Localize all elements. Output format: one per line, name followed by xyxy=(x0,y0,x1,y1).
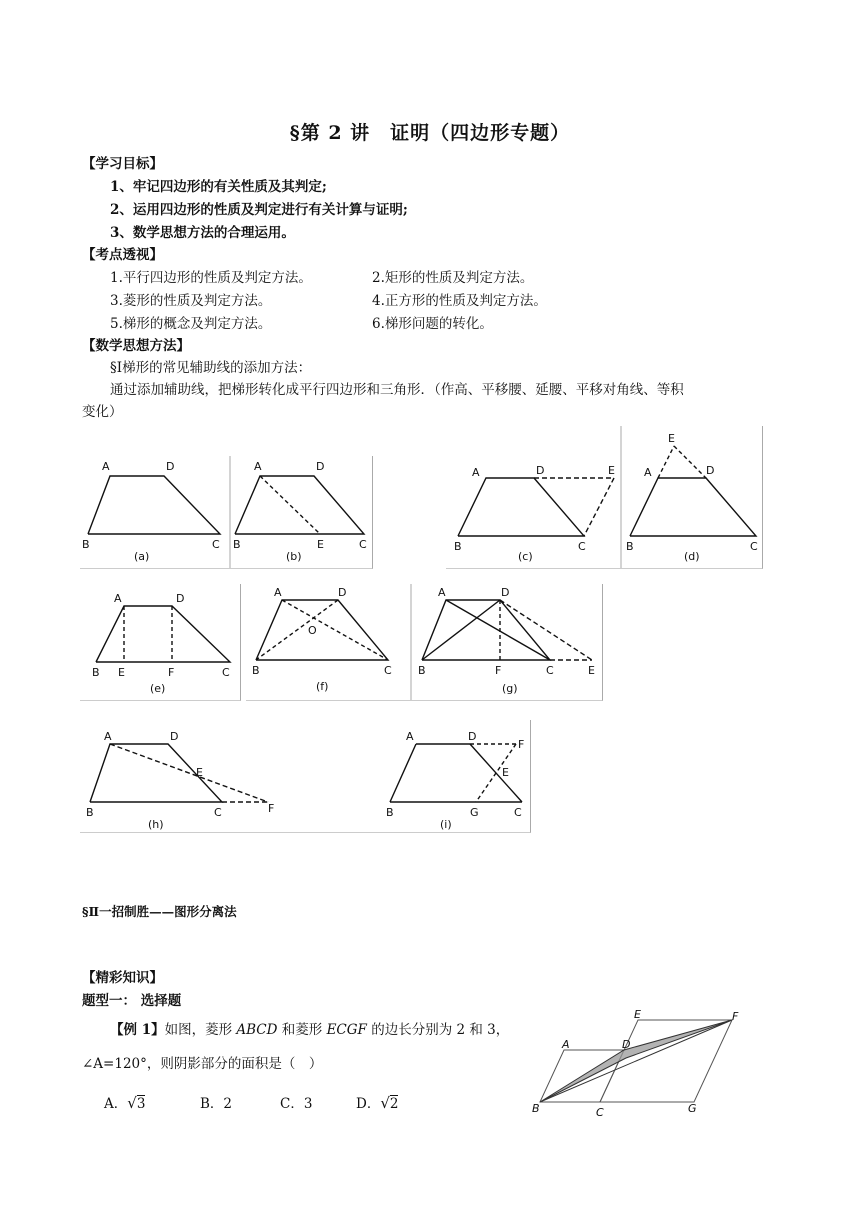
caption-g: (g) xyxy=(502,682,518,695)
fig-g-label-A: A xyxy=(438,586,446,599)
section2-title: §Ⅱ一招制胜——图形分离法 xyxy=(82,904,237,919)
fig-d-label-E: E xyxy=(668,432,675,445)
fig-c-label-D: D xyxy=(536,464,545,477)
fig-e-label-E: E xyxy=(118,666,125,679)
fig-b-label-B: B xyxy=(233,538,241,551)
rh-label-G: G xyxy=(688,1102,697,1115)
caption-c: (c) xyxy=(518,550,533,563)
methods-desc-line2: 变化） xyxy=(82,404,123,420)
knowledge-heading: 【精彩知识】 xyxy=(82,970,163,986)
caption-d: (d) xyxy=(684,550,700,563)
fig-h-label-A: A xyxy=(104,730,112,743)
rhombus-figure xyxy=(526,1008,746,1126)
point-item-5: 5.梯形的概念及判定方法。 xyxy=(110,316,272,332)
caption-i: (i) xyxy=(440,818,452,831)
fig-c-label-A: A xyxy=(472,466,480,479)
caption-b: (b) xyxy=(286,550,302,563)
fig-e-label-A: A xyxy=(114,592,122,605)
point-item-4: 4.正方形的性质及判定方法。 xyxy=(372,293,547,309)
fig-i-label-C: C xyxy=(514,806,522,819)
fig-f-label-A: A xyxy=(274,586,282,599)
fig-e-label-C: C xyxy=(222,666,230,679)
points-heading: 【考点透视】 xyxy=(82,247,163,263)
sqrt-icon: √ xyxy=(127,1094,137,1112)
rh-label-F: F xyxy=(732,1010,739,1023)
point-item-2: 2.矩形的性质及判定方法。 xyxy=(372,270,534,286)
rh-label-E: E xyxy=(634,1008,641,1021)
methods-heading: 【数学思想方法】 xyxy=(82,338,190,354)
fig-d-label-D: D xyxy=(706,464,715,477)
figure-hi xyxy=(80,720,531,833)
fig-d-label-A: A xyxy=(644,466,652,479)
fig-e-label-D: D xyxy=(176,592,185,605)
page-title: §第 2 讲 证明（四边形专题） xyxy=(289,122,571,144)
choice-c[interactable]: C．3 xyxy=(280,1096,313,1112)
fig-c-label-E: E xyxy=(608,464,615,477)
fig-h-label-D: D xyxy=(170,730,179,743)
example1-label: 【例 1】 xyxy=(110,1022,165,1038)
fig-f-label-B: B xyxy=(252,664,260,677)
choice-d[interactable]: D．√2 xyxy=(356,1094,399,1112)
point-item-6: 6.梯形问题的转化。 xyxy=(372,316,493,332)
fig-h-label-F: F xyxy=(268,802,275,815)
fig-b-label-A: A xyxy=(254,460,262,473)
fig-i-label-E: E xyxy=(502,766,509,779)
figure-fg xyxy=(246,584,603,701)
fig-i-label-D: D xyxy=(468,730,477,743)
goal-item-2: 2、运用四边形的性质及判定进行有关计算与证明; xyxy=(110,202,408,218)
fig-g-label-E: E xyxy=(588,664,595,677)
methods-sub1: §Ⅰ梯形的常见辅助线的添加方法： xyxy=(110,360,312,376)
fig-e-label-F: F xyxy=(168,666,175,679)
fig-h-label-B: B xyxy=(86,806,94,819)
point-item-3: 3.菱形的性质及判定方法。 xyxy=(110,293,272,309)
fig-d-label-B: B xyxy=(626,540,634,553)
fig-f-label-C: C xyxy=(384,664,392,677)
fig-a-label-A: A xyxy=(102,460,110,473)
example1-line2: ∠A=120°，则阴影部分的面积是（ ） xyxy=(82,1056,323,1072)
choice-b[interactable]: B．2 xyxy=(200,1096,233,1112)
fig-c-label-C: C xyxy=(578,540,586,553)
fig-h-label-C: C xyxy=(214,806,222,819)
fig-a-label-C: C xyxy=(212,538,220,551)
rh-label-C: C xyxy=(596,1106,604,1119)
rh-label-D: D xyxy=(622,1038,631,1051)
fig-i-label-F: F xyxy=(518,738,525,751)
fig-i-label-G: G xyxy=(470,806,479,819)
fig-b-label-C: C xyxy=(359,538,367,551)
goal-item-1: 1、牢记四边形的有关性质及其判定; xyxy=(110,179,327,195)
fig-d-label-C: C xyxy=(750,540,758,553)
type1-heading: 题型一： 选择题 xyxy=(82,993,182,1009)
fig-g-label-B: B xyxy=(418,664,426,677)
fig-a-label-B: B xyxy=(82,538,90,551)
fig-b-label-E: E xyxy=(317,538,324,551)
point-item-1: 1.平行四边形的性质及判定方法。 xyxy=(110,270,312,286)
figure-cd xyxy=(446,426,763,569)
fig-e-label-B: B xyxy=(92,666,100,679)
fig-c-label-B: B xyxy=(454,540,462,553)
fig-i-label-A: A xyxy=(406,730,414,743)
choice-a[interactable]: A．√3 xyxy=(104,1094,146,1112)
methods-desc-line1: 通过添加辅助线，把梯形转化成平行四边形和三角形．（作高、平移腰、延腰、平移对角线、等积 xyxy=(110,382,684,398)
figure-e xyxy=(80,584,241,701)
caption-e: (e) xyxy=(150,682,166,695)
caption-f: (f) xyxy=(316,680,329,693)
rh-label-A: A xyxy=(562,1038,570,1051)
caption-h: (h) xyxy=(148,818,164,831)
fig-h-label-E: E xyxy=(196,766,203,779)
sqrt-icon: √ xyxy=(380,1094,390,1112)
rh-label-B: B xyxy=(532,1102,540,1115)
fig-g-label-F: F xyxy=(495,664,502,677)
fig-a-label-D: D xyxy=(166,460,175,473)
goal-item-3: 3、数学思想方法的合理运用。 xyxy=(110,225,295,241)
fig-g-label-D: D xyxy=(501,586,510,599)
figure-ab xyxy=(80,456,373,569)
fig-i-label-B: B xyxy=(386,806,394,819)
caption-a: (a) xyxy=(134,550,150,563)
fig-f-label-O: O xyxy=(308,624,317,637)
goals-heading: 【学习目标】 xyxy=(82,156,163,172)
fig-b-label-D: D xyxy=(316,460,325,473)
fig-f-label-D: D xyxy=(338,586,347,599)
example1-line1: 【例 1】如图，菱形 ABCD 和菱形 ECGF 的边长分别为 2 和 3， xyxy=(110,1022,510,1038)
fig-g-label-C: C xyxy=(546,664,554,677)
